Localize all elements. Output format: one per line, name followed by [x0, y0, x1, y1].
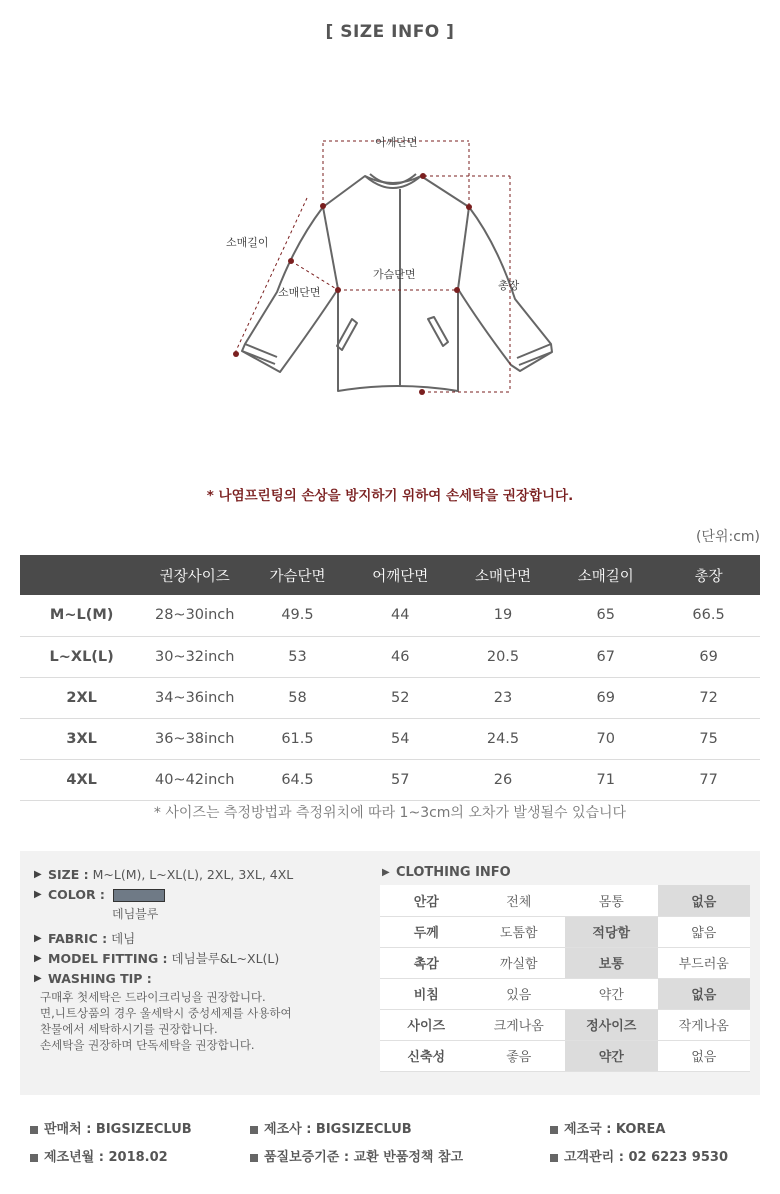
footer-manufacturer-text: 제조사 : BIGSIZECLUB — [264, 1122, 412, 1137]
square-bullet-icon — [250, 1154, 258, 1162]
color-name: 데님블루 — [112, 907, 159, 921]
clothing-option: 몸통 — [565, 885, 658, 916]
header-cell: 가슴단면 — [246, 555, 349, 595]
footer-seller — [30, 1118, 192, 1137]
size-table-header — [20, 555, 760, 595]
clothing-info-row — [380, 916, 750, 947]
jacket-outline-svg — [215, 94, 565, 444]
table-cell: 24.5 — [452, 718, 555, 759]
table-cell: 23 — [452, 677, 555, 718]
table-cell: 36~38inch — [143, 718, 246, 759]
triangle-right-icon: ▶ — [34, 973, 42, 984]
clothing-info-row — [380, 947, 750, 978]
table-cell: 58 — [246, 677, 349, 718]
footer-date — [30, 1146, 168, 1165]
clothing-info-label: 신축성 — [380, 1040, 473, 1071]
fabric-value: 데님 — [111, 931, 136, 946]
table-row — [20, 595, 760, 636]
clothing-info-label: 사이즈 — [380, 1009, 473, 1040]
footer-quality — [250, 1146, 463, 1165]
footer-quality-text: 품질보증기준 : 교환 반품정책 참고 — [264, 1150, 464, 1165]
table-cell: 69 — [554, 677, 657, 718]
shoulder-label: 어깨단면 — [375, 136, 418, 149]
clothing-option: 얇음 — [658, 916, 751, 947]
fabric-label: FABRIC : — [48, 931, 108, 946]
size-name-cell: M~L(M) — [20, 595, 143, 636]
clothing-info-label: 비침 — [380, 978, 473, 1009]
size-note: * 사이즈는 측정방법과 측정위치에 따라 1~3cm의 오차가 발생될수 있습니다 — [153, 805, 627, 821]
clothing-option: 크게나옴 — [473, 1009, 566, 1040]
wash-note: * 나염프린팅의 손상을 방지하기 위하여 손세탁을 권장합니다. — [206, 488, 574, 504]
clothing-option-selected: 정사이즈 — [565, 1009, 658, 1040]
jacket-diagram — [215, 94, 565, 444]
sleeve-width-label: 소매단면 — [278, 286, 321, 299]
header-cell: 어깨단면 — [349, 555, 452, 595]
washing-line: 면,니트상품의 경우 울세탁시 중성세제를 사용하여 — [40, 1006, 292, 1020]
triangle-right-icon: ▶ — [34, 869, 42, 880]
footer-seller-text: 판매처 : BIGSIZECLUB — [44, 1122, 192, 1137]
clothing-info-title-text: CLOTHING INFO — [396, 865, 511, 880]
table-cell: 69 — [657, 636, 760, 677]
header-cell: 소매길이 — [554, 555, 657, 595]
footer-service-text: 고객관리 : 02 6223 9530 — [564, 1150, 728, 1165]
washing-line: 손세탁을 권장하며 단독세탁을 권장합니다. — [40, 1038, 255, 1052]
footer-country-text: 제조국 : KOREA — [564, 1122, 666, 1137]
footer-service — [550, 1146, 728, 1165]
clothing-option: 까실함 — [473, 947, 566, 978]
clothing-option-selected: 적당함 — [565, 916, 658, 947]
color-label: COLOR : — [48, 887, 105, 902]
footer-country — [550, 1118, 665, 1137]
table-cell: 75 — [657, 718, 760, 759]
clothing-info-table — [380, 885, 750, 1072]
table-row — [20, 759, 760, 800]
table-cell: 40~42inch — [143, 759, 246, 800]
triangle-right-icon: ▶ — [382, 867, 390, 878]
clothing-option: 약간 — [565, 978, 658, 1009]
washing-tip-label: WASHING TIP : — [48, 971, 152, 986]
square-bullet-icon — [30, 1154, 38, 1162]
table-cell: 61.5 — [246, 718, 349, 759]
table-cell: 49.5 — [246, 595, 349, 636]
header-cell: 소매단면 — [452, 555, 555, 595]
table-cell: 57 — [349, 759, 452, 800]
unit-label: (단위:cm) — [695, 529, 760, 545]
triangle-right-icon: ▶ — [34, 953, 42, 964]
product-info — [34, 865, 374, 1053]
clothing-info-label: 촉감 — [380, 947, 473, 978]
footer-date-text: 제조년월 : 2018.02 — [44, 1150, 168, 1165]
size-row — [34, 865, 374, 885]
clothing-info-row — [380, 885, 750, 916]
sleeve-length-label: 소매길이 — [226, 236, 269, 249]
square-bullet-icon — [550, 1126, 558, 1134]
size-value: M~L(M), L~XL(L), 2XL, 3XL, 4XL — [92, 867, 294, 882]
table-cell: 53 — [246, 636, 349, 677]
clothing-option: 부드러움 — [658, 947, 751, 978]
triangle-right-icon: ▶ — [34, 889, 42, 900]
size-name-cell: 3XL — [20, 718, 143, 759]
size-name-cell: 2XL — [20, 677, 143, 718]
table-row — [20, 636, 760, 677]
header-cell — [20, 555, 143, 595]
model-fitting-value: 데님블루&L~XL(L) — [171, 951, 280, 966]
clothing-option-selected: 약간 — [565, 1040, 658, 1071]
table-cell: 28~30inch — [143, 595, 246, 636]
square-bullet-icon — [30, 1126, 38, 1134]
table-cell: 66.5 — [657, 595, 760, 636]
square-bullet-icon — [250, 1126, 258, 1134]
table-cell: 44 — [349, 595, 452, 636]
table-cell: 26 — [452, 759, 555, 800]
table-cell: 77 — [657, 759, 760, 800]
clothing-option-selected: 보통 — [565, 947, 658, 978]
washing-tip-row — [34, 969, 374, 989]
fabric-row — [34, 929, 374, 949]
washing-line: 찬물에서 세탁하시기를 권장합니다. — [40, 1022, 218, 1036]
header-cell: 권장사이즈 — [143, 555, 246, 595]
square-bullet-icon — [550, 1154, 558, 1162]
clothing-info-row — [380, 1040, 750, 1071]
color-swatch — [113, 889, 165, 902]
color-row — [34, 885, 374, 905]
clothing-option: 있음 — [473, 978, 566, 1009]
table-cell: 67 — [554, 636, 657, 677]
washing-line: 구매후 첫세탁은 드라이크리닝을 권장합니다. — [40, 990, 266, 1004]
model-fitting-label: MODEL FITTING : — [48, 951, 168, 966]
clothing-option: 좋음 — [473, 1040, 566, 1071]
table-row — [20, 718, 760, 759]
table-cell: 34~36inch — [143, 677, 246, 718]
table-cell: 72 — [657, 677, 760, 718]
table-row — [20, 677, 760, 718]
clothing-info-row — [380, 978, 750, 1009]
clothing-info-title — [382, 863, 511, 883]
clothing-option: 도톰함 — [473, 916, 566, 947]
triangle-right-icon: ▶ — [34, 933, 42, 944]
table-cell: 19 — [452, 595, 555, 636]
chest-label: 가슴단면 — [373, 268, 416, 281]
model-fitting-row — [34, 949, 374, 969]
table-cell: 54 — [349, 718, 452, 759]
size-table — [20, 555, 760, 801]
total-length-label: 총장 — [498, 279, 520, 292]
clothing-option-selected: 없음 — [658, 885, 751, 916]
table-cell: 64.5 — [246, 759, 349, 800]
washing-tip-text — [34, 989, 374, 1053]
size-info-title: [ SIZE INFO ] — [325, 22, 455, 42]
clothing-info-label: 두께 — [380, 916, 473, 947]
table-cell: 71 — [554, 759, 657, 800]
header-cell: 총장 — [657, 555, 760, 595]
size-name-cell: L~XL(L) — [20, 636, 143, 677]
table-cell: 20.5 — [452, 636, 555, 677]
clothing-option-selected: 없음 — [658, 978, 751, 1009]
footer-manufacturer — [250, 1118, 412, 1137]
table-cell: 46 — [349, 636, 452, 677]
clothing-info-label: 안감 — [380, 885, 473, 916]
clothing-info-row — [380, 1009, 750, 1040]
info-panel — [20, 851, 760, 1095]
table-cell: 65 — [554, 595, 657, 636]
clothing-option: 전체 — [473, 885, 566, 916]
table-cell: 30~32inch — [143, 636, 246, 677]
size-label: SIZE : — [48, 867, 89, 882]
table-cell: 52 — [349, 677, 452, 718]
size-name-cell: 4XL — [20, 759, 143, 800]
table-cell: 70 — [554, 718, 657, 759]
clothing-option: 작게나옴 — [658, 1009, 751, 1040]
clothing-option: 없음 — [658, 1040, 751, 1071]
